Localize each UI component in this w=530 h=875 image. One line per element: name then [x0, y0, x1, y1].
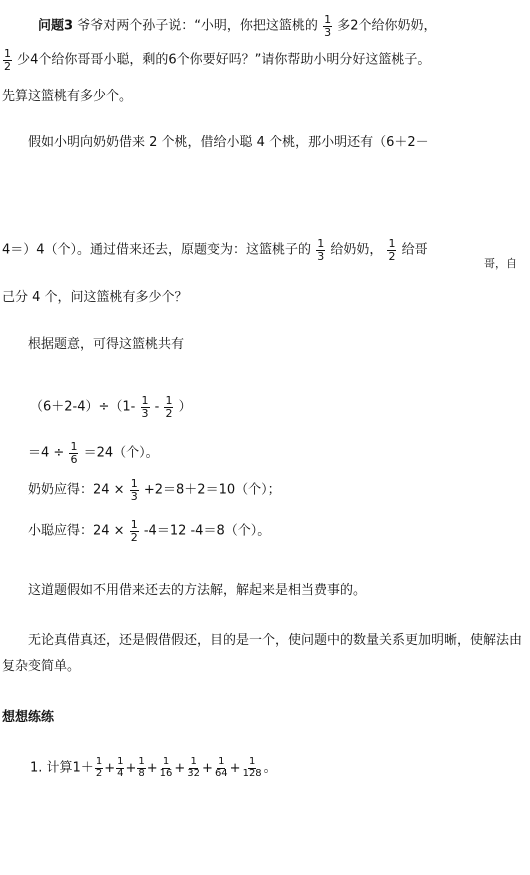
problem3-line3: 先算这篮桃有多少个。 [2, 89, 133, 104]
fraction: $\frac{1}{3}$ [324, 13, 332, 39]
plus-sign: + [229, 760, 241, 776]
fraction: $\frac{1}{2}$ [130, 518, 138, 544]
fraction: $\frac{1}{2}$ [4, 47, 11, 73]
fraction: $\frac{1}{2}$ [388, 237, 396, 263]
calc-line3: 奶奶应得：24 × $\frac{1}{3}$ +2＝8＋2＝10（个）； [28, 477, 281, 503]
calc-line1: （6＋2-4）÷（1- $\frac{1}{3}$ - $\frac{1}{2}$ ） [30, 394, 192, 420]
para1-line2-tail: 哥，自 [484, 257, 517, 270]
para3-line1: 这道题假如不用借来还去的方法解，解起来是相当费事的。 [28, 583, 367, 598]
fraction: $\frac{1}{32}$ [187, 756, 201, 779]
para2-line1: 根据题意，可得这篮桃共有 [28, 337, 185, 352]
plus-sign: + [174, 760, 186, 776]
para4-line1: 无论真借真还，还是假借假还，目的是一个，使问题中的数量关系更加明晰，使解法由 [28, 633, 523, 648]
calc-line2: ＝4 ÷ $\frac{1}{6}$ ＝24（个）。 [28, 440, 159, 466]
fraction: $\frac{1}{3}$ [130, 477, 138, 503]
fraction: $\frac{1}{3}$ [141, 394, 149, 420]
para4-line2: 复杂变简单。 [2, 659, 81, 674]
fraction: $\frac{1}{4}$ [117, 756, 124, 779]
para1-line3: 己分 4 个，问这篮桃有多少个？ [2, 290, 188, 305]
fraction: $\frac{1}{2}$ [165, 394, 173, 420]
practice-heading: 想想练练 [2, 710, 55, 725]
para1-line1: 假如小明向奶奶借来 2 个桃，借给小聪 4 个桃，那小明还有（6＋2－ [28, 135, 429, 150]
practice-item-1: 1. 计算1＋ $\frac{1}{2}$ + $\frac{1}{4}$ + $\frac{1}{8}$ + $\frac{1}{16}$ + $\frac{1}{32}$ + $\frac{1}{64}$ + $\frac{1}{128}$ 。 [30, 756, 277, 779]
fraction: $\frac{1}{64}$ [214, 756, 228, 779]
plus-sign: + [125, 760, 137, 776]
fraction: $\frac{1}{16}$ [159, 756, 173, 779]
fraction: $\frac{1}{8}$ [138, 756, 145, 779]
para1-line2: 4＝）4（个）。通过借来还去，原题变为：这篮桃子的 $\frac{1}{3}$ 给奶奶， $\frac{1}{2}$ 给哥 [2, 237, 428, 263]
fraction: $\frac{1}{128}$ [242, 756, 262, 779]
plus-sign: + [104, 760, 116, 776]
problem3-line2: $\frac{1}{2}$ 少4个给你哥哥小聪，剩的6个你要好吗？”请你帮助小明分好这篮桃子。 [4, 47, 431, 73]
fraction: $\frac{1}{3}$ [317, 237, 325, 263]
problem-label: 问题3 [38, 18, 74, 34]
problem3-line1: 问题3 爷爷对两个孙子说：“小明，你把这篮桃的 $\frac{1}{3}$ 多2个给你奶奶， [38, 13, 437, 39]
plus-sign: + [202, 760, 213, 776]
fraction: $\frac{1}{6}$ [70, 440, 78, 466]
calc-line4: 小聪应得：24 × $\frac{1}{2}$ -4＝12 -4＝8（个）。 [28, 518, 271, 544]
fraction: $\frac{1}{2}$ [95, 756, 103, 779]
plus-sign: + [146, 760, 158, 776]
